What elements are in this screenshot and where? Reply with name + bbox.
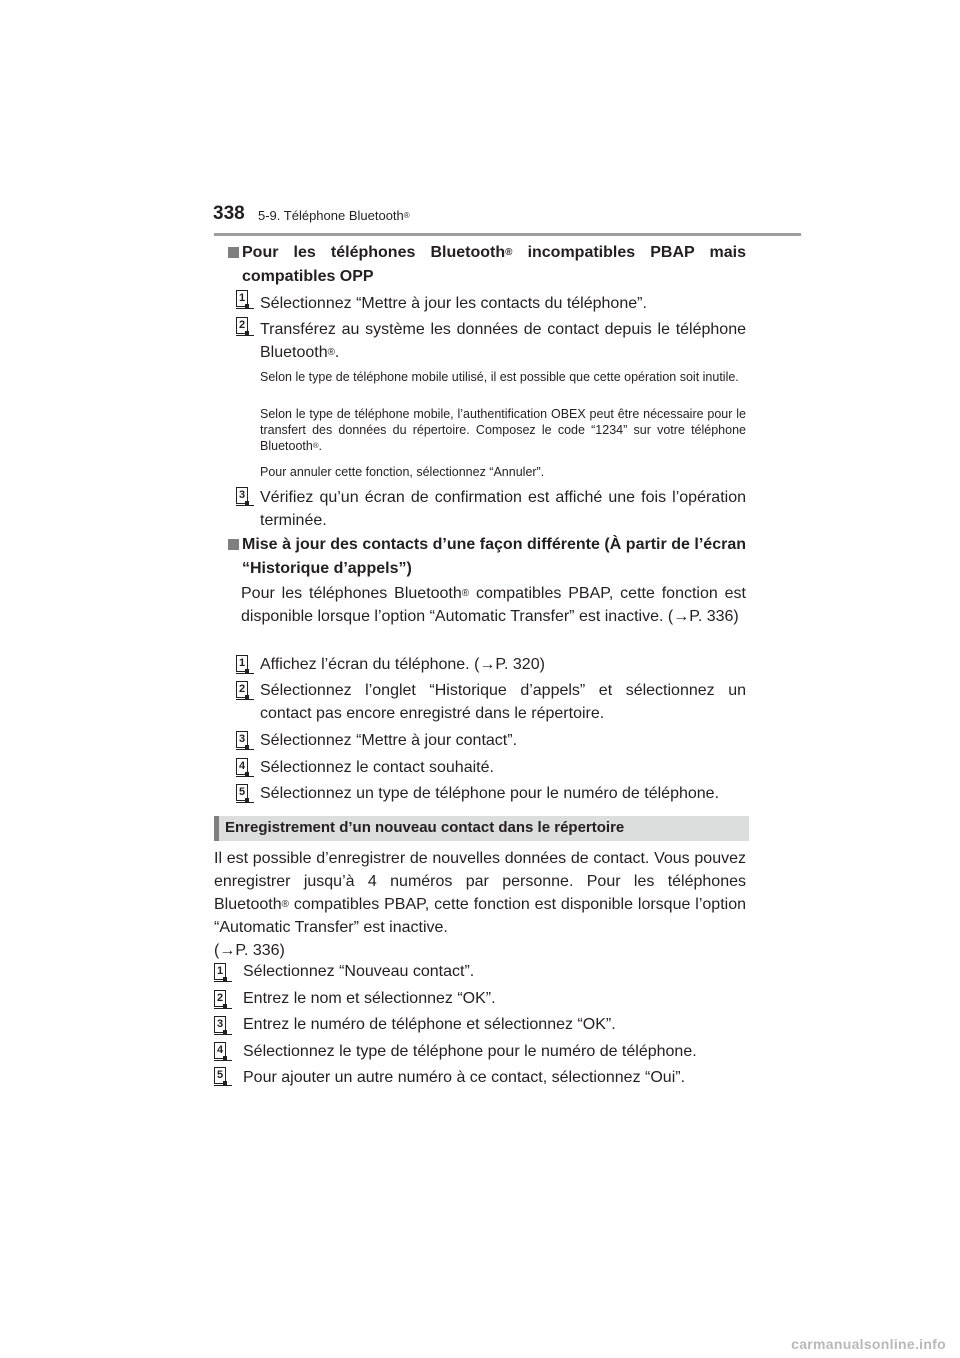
step-text: Entrez le numéro de téléphone et sélectionnez “OK”.: [243, 1016, 616, 1033]
step-number-badge: 2: [214, 990, 226, 1007]
section-heading-opp: Pour les téléphones Bluetooth® incompatibles PBAP mais compatibles OPP: [228, 241, 746, 289]
step-text: Pour ajouter un autre numéro à ce contact, sélectionnez “Oui”.: [243, 1069, 686, 1086]
note-text: Selon le type de téléphone mobile utilisé, il est possible que cette opération soit inutile.: [260, 370, 739, 384]
step-number-badge: 4: [236, 758, 248, 775]
header-divider: [214, 233, 801, 236]
step-underline: [236, 308, 254, 309]
step-number-badge: 3: [236, 731, 248, 748]
step-text: Sélectionnez le contact souhaité.: [260, 759, 494, 776]
step-text: Sélectionnez un type de téléphone pour le numéro de téléphone.: [260, 785, 720, 802]
step-underline: [214, 981, 232, 982]
step-text: Sélectionnez le type de téléphone pour le numéro de téléphone.: [243, 1043, 697, 1060]
step-underline: [214, 1085, 232, 1086]
step-number-badge: 2: [236, 317, 248, 334]
step-underline: [236, 749, 254, 750]
arrow-icon: →: [673, 608, 690, 625]
step-underline: [236, 699, 254, 700]
step-underline: [214, 1034, 232, 1035]
step-text: Transférez au système les données de contact depuis le téléphone Bluetooth®.: [260, 321, 746, 361]
step-text: Sélectionnez “Nouveau contact”.: [243, 963, 475, 980]
step-number-badge: 1: [236, 655, 248, 672]
step-underline: [236, 335, 254, 336]
step-underline: [236, 802, 254, 803]
intro-paragraph: Pour les téléphones Bluetooth® compatibles PBAP, cette fonction est disponible lorsque l’option “Automatic Transfer” est inactive. (→P. 336): [241, 585, 746, 625]
section-heading-history: Mise à jour des contacts d’une façon différente (À partir de l’écran “Historique d’appels”): [228, 533, 746, 581]
arrow-icon: →: [479, 656, 496, 673]
section-title-bar: [214, 816, 749, 841]
heading-square-icon: [228, 247, 239, 258]
step-number-badge: 1: [236, 290, 248, 307]
step-text: Entrez le nom et sélectionnez “OK”.: [243, 990, 496, 1007]
step-number-badge: 4: [214, 1042, 226, 1059]
step-number-badge: 3: [236, 487, 248, 504]
note-text: Selon le type de téléphone mobile, l’authentification OBEX peut être nécessaire pour le transfert des données du répertoire. Composez le code “1234” sur votre téléphone Bluetooth®.: [260, 407, 746, 453]
step-text: Affichez l’écran du téléphone. (→P. 320): [260, 656, 545, 673]
page-number: 338: [213, 203, 245, 224]
section-title: Enregistrement d’un nouveau contact dans le répertoire: [225, 819, 625, 836]
step-text: Vérifiez qu’un écran de confirmation est affiché une fois l’opération terminée.: [260, 489, 746, 529]
step-underline: [214, 1060, 232, 1061]
step-underline: [236, 673, 254, 674]
arrow-icon: →: [219, 942, 236, 959]
step-underline: [236, 505, 254, 506]
step-underline: [214, 1008, 232, 1009]
heading-square-icon: [228, 539, 239, 550]
section-accent: [214, 816, 219, 841]
step-number-badge: 2: [236, 681, 248, 698]
watermark: carmanualsonline.info: [791, 1336, 946, 1352]
step-number-badge: 5: [214, 1067, 226, 1084]
step-text: Sélectionnez l’onglet “Historique d’appels” et sélectionnez un contact pas encore enregistré dans le répertoire.: [260, 682, 746, 722]
step-text: Sélectionnez “Mettre à jour contact”.: [260, 732, 518, 749]
step-number-badge: 3: [214, 1016, 226, 1033]
chapter-title: 5-9. Téléphone Bluetooth®: [258, 208, 410, 223]
step-number-badge: 1: [214, 963, 226, 980]
note-text: Pour annuler cette fonction, sélectionnez “Annuler”.: [260, 465, 545, 479]
intro-paragraph: Il est possible d’enregistrer de nouvelles données de contact. Vous pouvez enregistrer jusqu’à 4 numéros par personne. Pour les téléphones Bluetooth® compatibles PBAP, cette fonction est disponible lorsque l’option “Automatic Transfer” est inactive. (→P. 336): [214, 850, 746, 959]
step-number-badge: 5: [236, 784, 248, 801]
step-underline: [236, 776, 254, 777]
step-text: Sélectionnez “Mettre à jour les contacts du téléphone”.: [260, 295, 647, 312]
